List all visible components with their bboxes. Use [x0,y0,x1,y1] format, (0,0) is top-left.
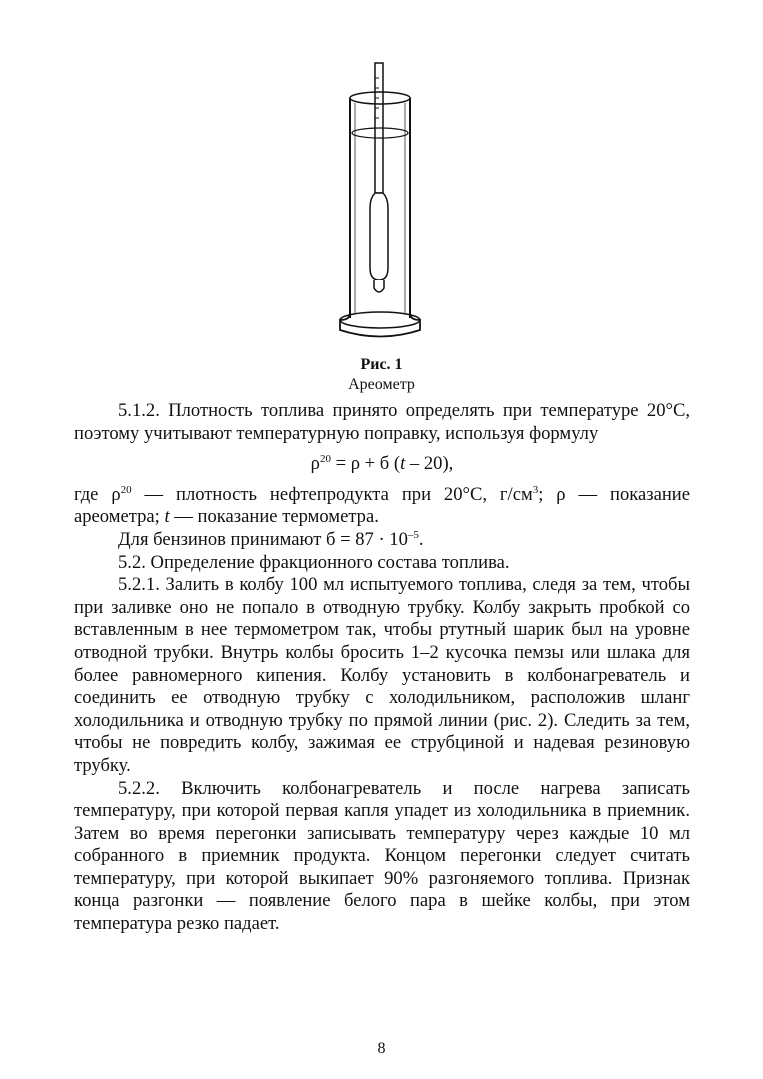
coefficient-text: Для бензинов принимают б = 87 · 10 [118,528,408,550]
cylinder-base [340,313,420,337]
paragraph-5-1-2: 5.1.2. Плотность топлива принято определять при температуре 20°С, поэтому учитывают температурную поправку, используя формулу [74,400,690,444]
formula-middle: = ρ + б ( [330,453,401,475]
explanation-unit-superscript: 3 [532,483,539,496]
hydrometer-bulb [370,193,388,280]
hydrometer-illustration [330,58,430,348]
explanation-t: t [164,506,170,528]
hydrometer-figure [330,58,430,348]
density-formula [74,453,690,476]
page-number: 8 [377,1040,386,1057]
formula-rho: ρ [310,453,320,475]
explanation-part-d: — показание термометра. [169,506,379,528]
figure-caption-title: Рис. 1 [360,356,403,373]
section-5-2-heading: 5.2. Определение фракционного состава топлива. [118,551,510,573]
formula-explanation [74,484,690,529]
paragraph-5-2-1: 5.2.1. Залить в колбу 100 мл испытуемого топлива, следя за тем, чтобы при заливке оно не попало в отводную трубку. Колбу закрыть пробкой со вставленным в нее термометром так, чтобы ртутный шарик был на уровне отводной трубки. Внутрь колбы бросить 1–2 кусочка пемзы или шлака для более равномерного кипения. Колбу установить в колбонагреватель и соединить ее отводную трубку с холодильником, расположив шланг холодильника и отводную трубку по прямой линии (рис. 2). Следить за тем, чтобы не повредить колбу, зажимая ее струбциной и надевая резиновую трубку. [74,574,690,776]
figure-caption-subtitle: Ареометр [348,376,415,393]
explanation-part-c: ; ρ — показание ареометра; [74,483,690,528]
explanation-part-a: где ρ [74,483,121,505]
explanation-part-b: — плотность нефтепродукта при 20°С, г/см [131,483,533,505]
gasoline-coefficient [74,529,690,552]
paragraph-5-2-2: 5.2.2. Включить колбонагреватель и после нагрева записать температуру, при которой первая капля упадет из холодильника в приемник. Затем во время перегонки записывать температуру через каждые 10 мл собранного в приемник продукта. Концом перегонки следует считать температуру, при которой выкипает 90% разгоняемого топлива. Признак конца разгонки — появление белого пара в шейке колбы, при этом температура резко падает. [74,777,690,935]
formula-t: t [400,453,406,475]
coefficient-end: . [418,528,424,550]
coefficient-exponent: –5 [407,528,419,541]
explanation-superscript: 20 [120,483,132,496]
body-text [74,400,690,936]
formula-superscript: 20 [319,453,331,465]
formula-end: – 20), [405,453,454,475]
